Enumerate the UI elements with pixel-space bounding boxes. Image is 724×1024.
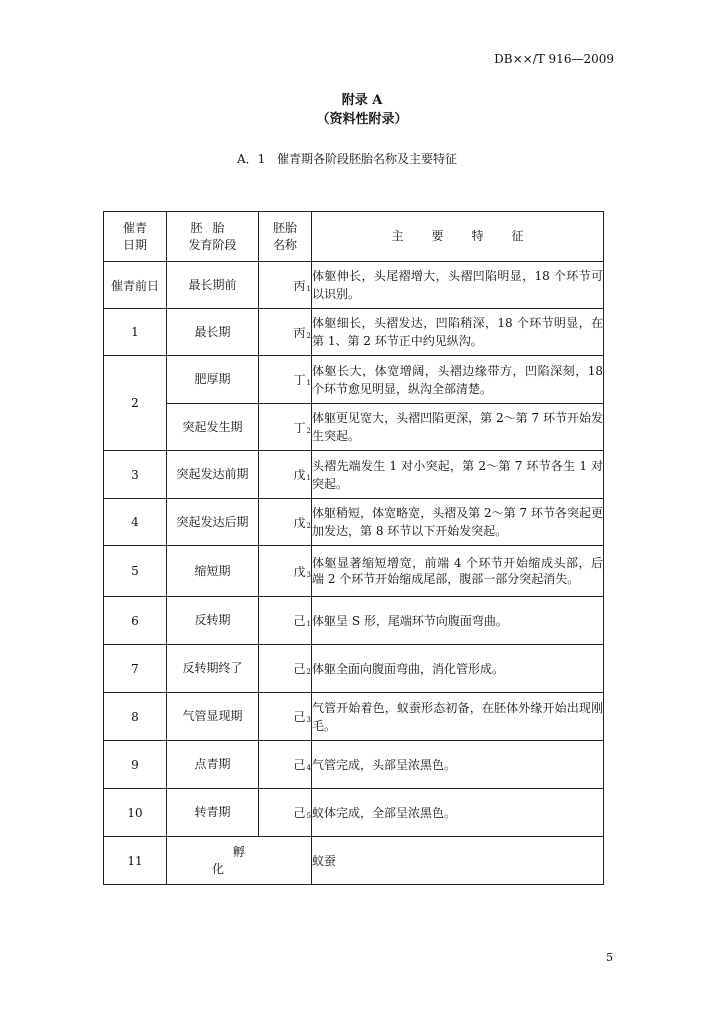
name-text: 丙 <box>293 278 306 293</box>
cell-period: 催青前日 <box>104 262 167 309</box>
table-row <box>104 645 604 693</box>
table-row <box>104 309 604 356</box>
name-text: 己 <box>293 614 306 628</box>
hatch-label: 孵化 <box>211 844 287 876</box>
name-subscript: 2 <box>306 668 311 676</box>
cell-features: 体躯稍短，体宽略宽，头褶及第 2～第 7 环节各突起更加发达，第 8 环节以下开始发突起。 <box>312 499 604 546</box>
cell-features: 体躯呈 S 形，尾端环节向腹面弯曲。 <box>312 597 604 645</box>
cell-period: 6 <box>104 597 167 645</box>
cell-name <box>259 404 312 451</box>
header-features: 主要特征 <box>312 212 604 262</box>
cell-features: 体躯伸长，头尾褶增大，头褶凹陷明显，18 个环节可以识别。 <box>312 262 604 309</box>
cell-features: 头褶先端发生 1 对小突起，第 2～第 7 环节各生 1 对突起。 <box>312 451 604 499</box>
cell-stage: 突起发达后期 <box>167 499 259 546</box>
cell-name <box>259 693 312 741</box>
name-subscript: 5 <box>306 812 311 820</box>
cell-stage: 缩短期 <box>167 546 259 597</box>
name-subscript: 1 <box>306 379 311 387</box>
cell-stage: 肥厚期 <box>167 356 259 404</box>
table-row <box>104 741 604 789</box>
table-row <box>104 499 604 546</box>
name-text: 丁 <box>293 373 306 387</box>
name-subscript: 4 <box>306 764 311 772</box>
name-subscript: 2 <box>306 521 311 530</box>
cell-stage: 气管显现期 <box>167 693 259 741</box>
table-row <box>104 451 604 499</box>
name-text: 己 <box>293 662 306 676</box>
name-text: 戊 <box>293 515 306 530</box>
cell-features: 体躯更见宽大，头褶凹陷更深，第 2～第 7 环节开始发生突起。 <box>312 404 604 451</box>
appendix-title: 附录 A <box>341 93 383 108</box>
cell-period: 11 <box>104 837 167 885</box>
cell-features: 体躯细长，头褶发达，凹陷稍深，18 个环节明显，在第 1、第 2 环节正中约见纵沟。 <box>312 309 604 356</box>
document-id: DB××/T 916—2009 <box>494 52 614 66</box>
name-subscript: 2 <box>306 426 311 435</box>
name-subscript: 1 <box>306 474 311 482</box>
cell-period: 8 <box>104 693 167 741</box>
cell-features: 气管开始着色，蚁蚕形态初备，在胚体外缘开始出现刚毛。 <box>312 693 604 741</box>
cell-name <box>259 309 312 356</box>
cell-features: 体躯显著缩短增宽，前端 4 个环节开始缩成头部，后端 2 个环节开始缩成尾部，腹部一部分突起消失。 <box>312 546 604 597</box>
table-row <box>104 789 604 837</box>
cell-stage: 反转期 <box>167 597 259 645</box>
header-stage: 胚胎 发育阶段 <box>167 212 259 262</box>
cell-stage: 最长期前 <box>167 262 259 309</box>
cell-period: 9 <box>104 741 167 789</box>
name-text: 丙 <box>293 325 306 340</box>
cell-features: 体躯全面向腹面弯曲，消化管形成。 <box>312 645 604 693</box>
table-row <box>104 837 604 885</box>
page-number: 5 <box>606 951 613 964</box>
table-header-row <box>104 212 604 262</box>
cell-period: 4 <box>104 499 167 546</box>
cell-stage: 点青期 <box>167 741 259 789</box>
cell-period: 10 <box>104 789 167 837</box>
cell-name <box>259 499 312 546</box>
name-subscript: 2 <box>306 331 311 340</box>
name-subscript: 3 <box>306 716 311 724</box>
cell-period: 5 <box>104 546 167 597</box>
cell-features: 蚁蚕 <box>312 837 604 885</box>
section-number: A．1 <box>237 152 266 166</box>
table-row <box>104 597 604 645</box>
name-text: 戊 <box>293 564 306 579</box>
cell-name <box>259 546 312 597</box>
appendix-subtitle: （资料性附录） <box>316 112 408 127</box>
cell-period: 2 <box>104 356 167 451</box>
name-text: 己 <box>293 758 306 772</box>
cell-features: 蚁体完成，全部呈浓黑色。 <box>312 789 604 837</box>
cell-name <box>259 789 312 837</box>
cell-stage <box>167 837 312 885</box>
section-title: 催青期各阶段胚胎名称及主要特征 <box>277 152 458 166</box>
embryo-stage-table <box>103 211 604 885</box>
cell-period: 1 <box>104 309 167 356</box>
name-subscript: 3 <box>306 570 311 579</box>
cell-features: 气管完成，头部呈浓黑色。 <box>312 741 604 789</box>
name-subscript: 1 <box>306 620 311 628</box>
cell-period: 7 <box>104 645 167 693</box>
cell-name <box>259 645 312 693</box>
cell-name <box>259 597 312 645</box>
cell-stage: 突起发生期 <box>167 404 259 451</box>
section-heading <box>237 150 457 167</box>
cell-name <box>259 451 312 499</box>
cell-stage: 突起发达前期 <box>167 451 259 499</box>
table-row <box>104 356 604 404</box>
table-row <box>104 404 604 451</box>
header-period: 催青 日期 <box>104 212 167 262</box>
cell-stage: 反转期终了 <box>167 645 259 693</box>
table-row <box>104 262 604 309</box>
cell-name <box>259 741 312 789</box>
name-text: 戊 <box>293 468 306 482</box>
name-text: 丁 <box>293 420 306 435</box>
table-row <box>104 546 604 597</box>
name-subscript: 1 <box>306 284 311 293</box>
header-name: 胚胎 名称 <box>259 212 312 262</box>
cell-name <box>259 356 312 404</box>
name-text: 己 <box>293 710 306 724</box>
cell-stage: 最长期 <box>167 309 259 356</box>
cell-features: 体躯长大，体宽增阔，头褶边缘带方，凹陷深刻，18 个环节愈见明显，纵沟全部清楚。 <box>312 356 604 404</box>
cell-period: 3 <box>104 451 167 499</box>
table-row <box>104 693 604 741</box>
name-text: 己 <box>293 806 306 820</box>
cell-name <box>259 262 312 309</box>
cell-stage: 转青期 <box>167 789 259 837</box>
